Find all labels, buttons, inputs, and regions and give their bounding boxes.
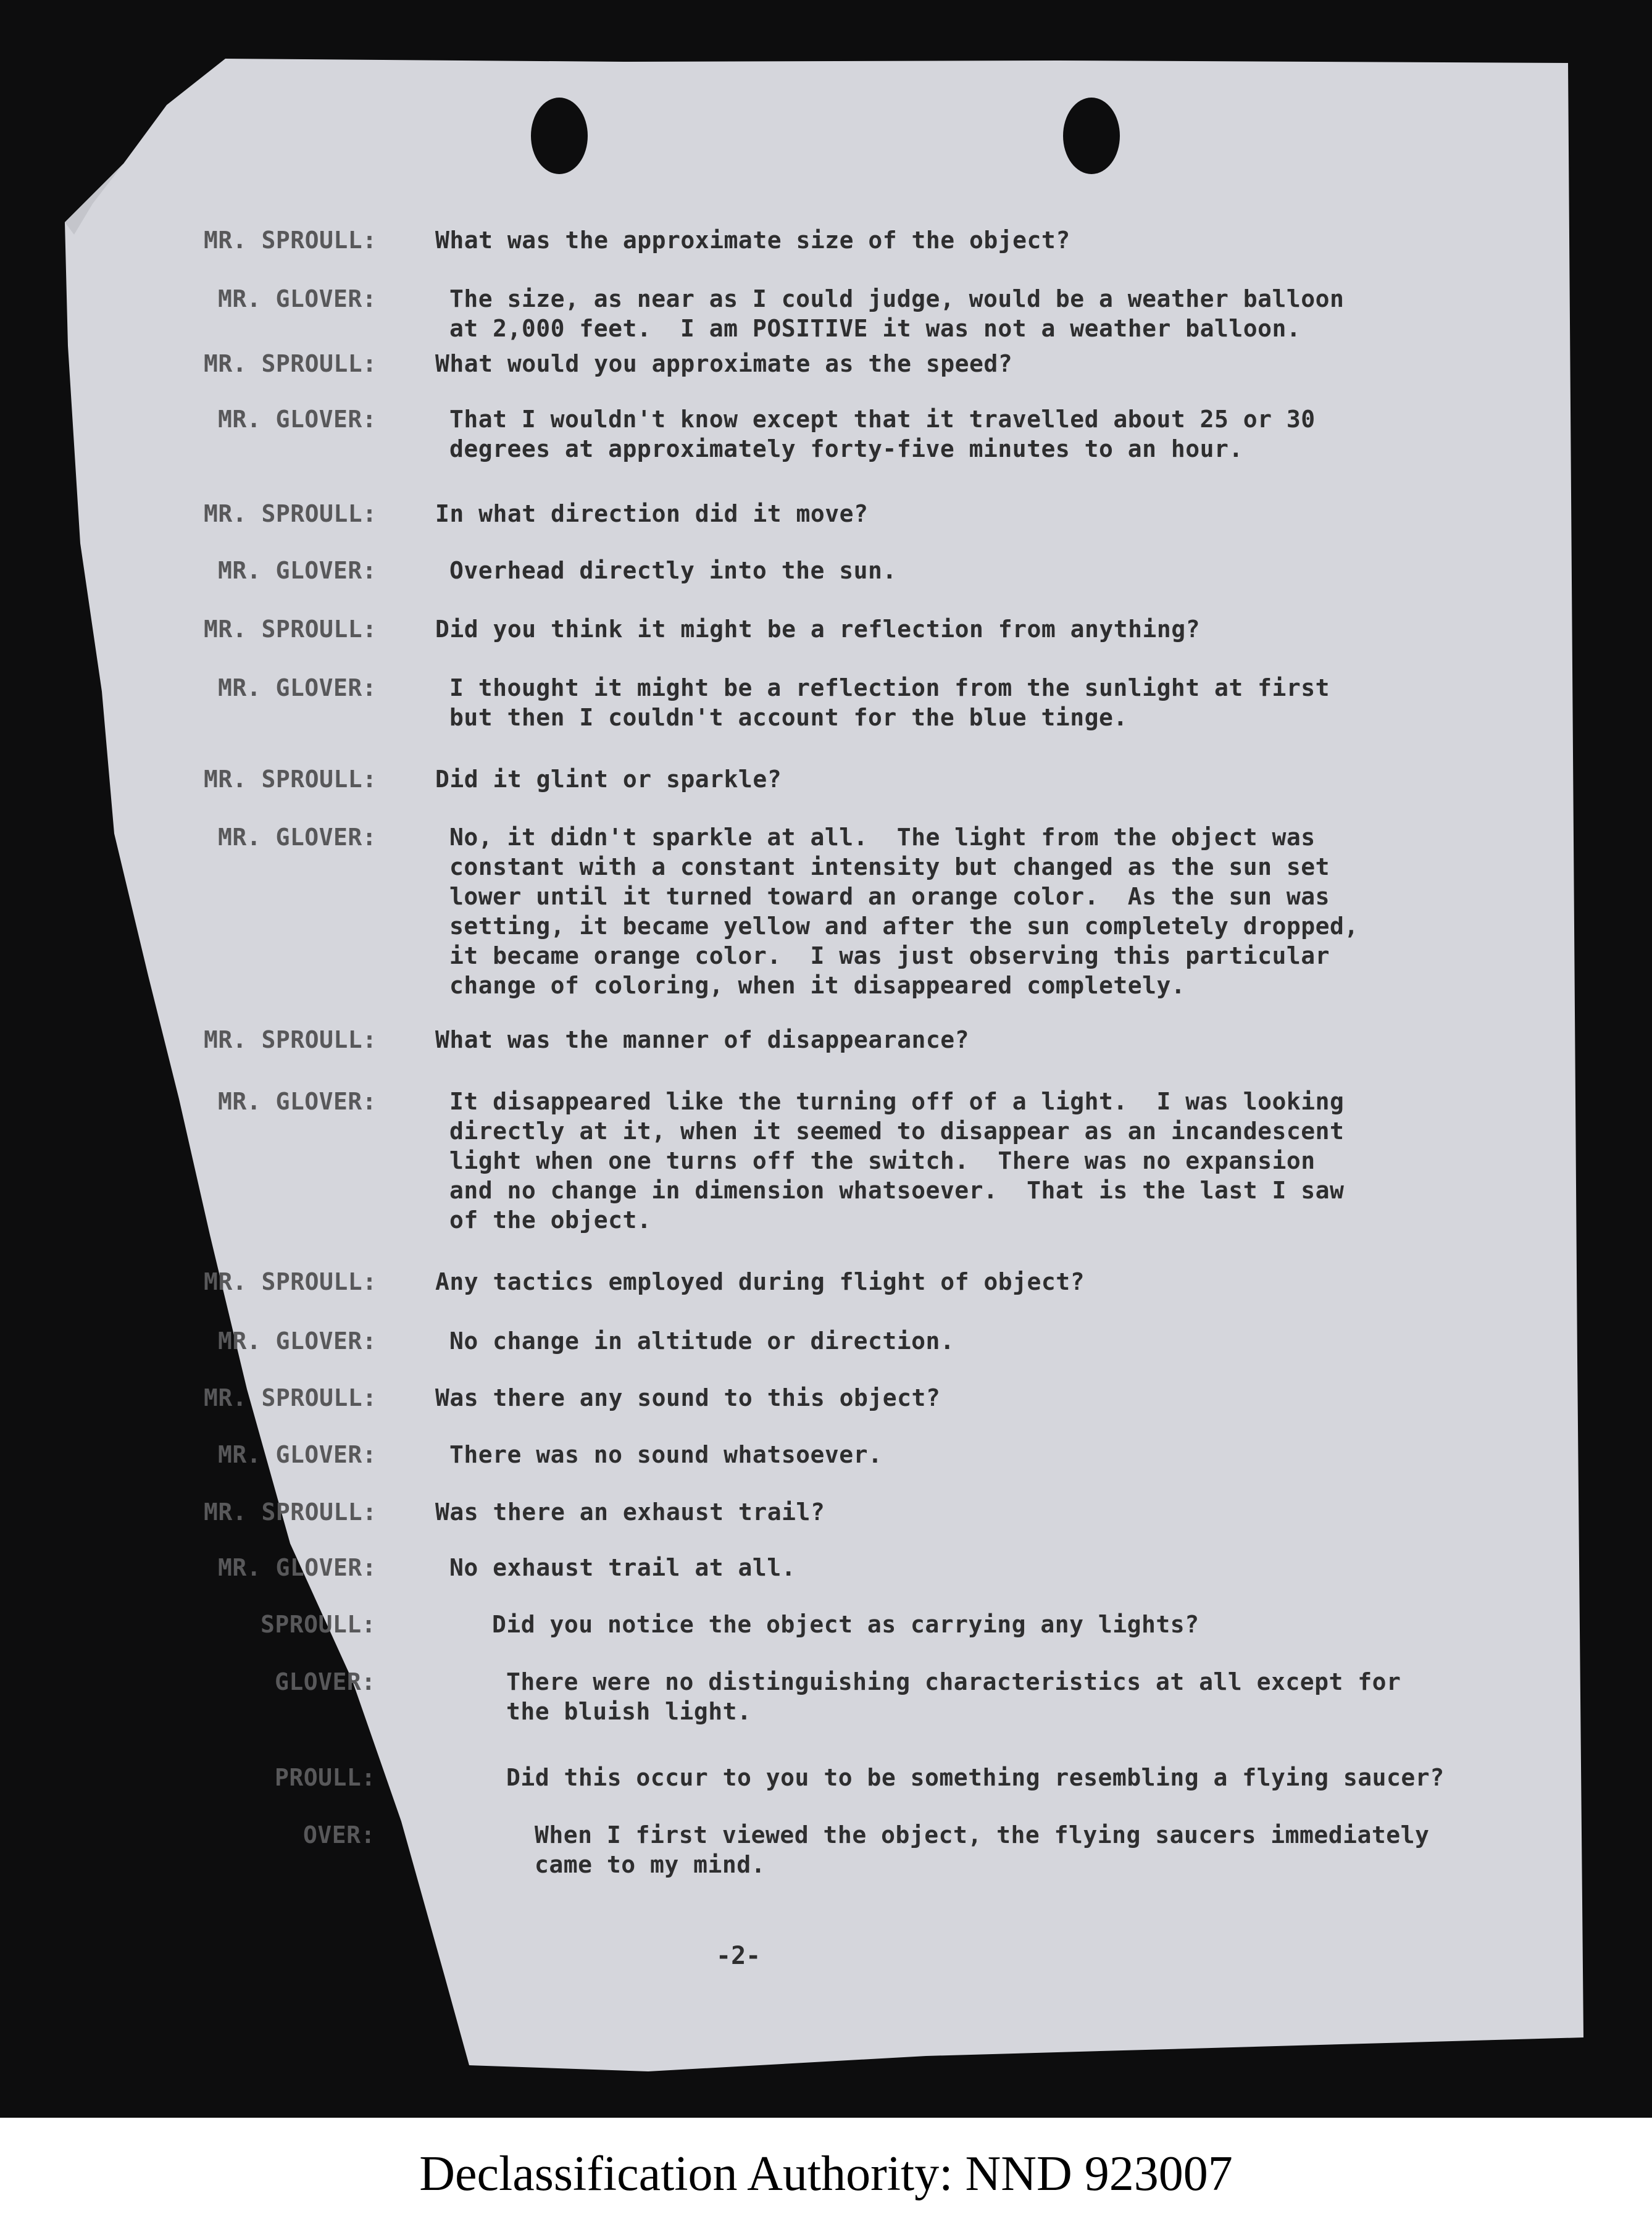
transcript-entry: [204, 1383, 1488, 1413]
binder-hole-right: [1063, 98, 1120, 174]
transcript-entry: [204, 614, 1488, 644]
speaker-label: MR. GLOVER:: [218, 1441, 377, 1468]
speaker-label: MR. SPROULL:: [204, 1384, 377, 1411]
utterance-text: No, it didn't sparkle at all. The light from the object was constant with a constant intensity but changed as the sun set lower until it turned toward an orange color. As the sun was setting, it became yellow and after the sun completely dropped, it became orange color. I was just observing this particular change of coloring, when it disappeared completely.: [449, 824, 1359, 999]
speaker-label: GLOVER:: [275, 1668, 376, 1695]
speaker-label: MR. GLOVER:: [218, 1088, 377, 1115]
utterance-text: What would you approximate as the speed?: [435, 350, 1013, 377]
speaker-label: MR. GLOVER:: [218, 406, 377, 433]
speaker-label: PROULL:: [275, 1764, 376, 1791]
speaker-label: MR. SPROULL:: [204, 1026, 377, 1053]
transcript-entry: [204, 1610, 1488, 1639]
utterance-text: No change in altitude or direction.: [449, 1327, 955, 1355]
transcript-entry: [204, 1440, 1488, 1469]
transcript-entry: [204, 284, 1488, 343]
transcript-entry: [204, 499, 1488, 529]
transcript-entry: [204, 1025, 1488, 1055]
utterance-text: Did it glint or sparkle?: [435, 766, 782, 793]
transcript-entry: [204, 1497, 1488, 1527]
speaker-label: MR. SPROULL:: [204, 766, 377, 793]
utterance-text: Was there an exhaust trail?: [435, 1498, 825, 1526]
speaker-label: MR. GLOVER:: [218, 674, 377, 701]
transcript-entry: [204, 349, 1488, 378]
speaker-label: MR. SPROULL:: [204, 227, 377, 254]
transcript-entry: [204, 764, 1488, 794]
utterance-text: Did you notice the object as carrying any lights?: [492, 1611, 1199, 1638]
transcript-entry: [204, 556, 1488, 585]
speaker-label: MR. GLOVER:: [218, 1327, 377, 1355]
utterance-text: Did this occur to you to be something resembling a flying saucer?: [506, 1764, 1445, 1791]
transcript-entry: [204, 673, 1488, 732]
utterance-text: The size, as near as I could judge, would be a weather balloon at 2,000 feet. I am POSITIVE it was not a weather balloon.: [449, 285, 1345, 342]
utterance-text: There was no sound whatsoever.: [449, 1441, 883, 1468]
transcript-entry: [204, 822, 1488, 1000]
transcript-entry: [204, 225, 1488, 255]
transcript-entry: [204, 1267, 1488, 1297]
transcript-entry: [204, 1326, 1488, 1356]
speaker-label: MR. SPROULL:: [204, 1268, 377, 1295]
page-number: -2-: [716, 1942, 761, 1970]
speaker-label: MR. SPROULL:: [204, 350, 377, 377]
utterance-text: In what direction did it move?: [435, 500, 869, 527]
declassification-caption: Declassification Authority: NND 923007: [419, 2147, 1233, 2201]
utterance-text: What was the approximate size of the object?: [435, 227, 1070, 254]
speaker-label: SPROULL:: [261, 1611, 377, 1638]
speaker-label: OVER:: [303, 1821, 375, 1849]
transcript-entry: [204, 1553, 1488, 1582]
utterance-text: What was the manner of disappearance?: [435, 1026, 969, 1053]
transcript-entry: [204, 1763, 1488, 1792]
transcript-entry: [204, 404, 1488, 464]
speaker-label: MR. GLOVER:: [218, 824, 377, 851]
utterance-text: It disappeared like the turning off of a light. I was looking directly at it, when it seemed to disappear as an incandescent light when one turns off the switch. There was no expansion and no change in dimension whatsoever. That is the last I saw of the object.: [449, 1088, 1345, 1234]
utterance-text: Did you think it might be a reflection from anything?: [435, 616, 1201, 643]
binder-hole-left: [531, 98, 588, 174]
transcript-entry: [204, 1667, 1488, 1726]
utterance-text: No exhaust trail at all.: [449, 1554, 796, 1581]
speaker-label: MR. SPROULL:: [204, 616, 377, 643]
speaker-label: MR. SPROULL:: [204, 500, 377, 527]
utterance-text: When I first viewed the object, the flying saucers immediately came to my mind.: [535, 1821, 1430, 1878]
utterance-text: Overhead directly into the sun.: [449, 557, 897, 584]
utterance-text: That I wouldn't know except that it travelled about 25 or 30 degrees at approximately forty-five minutes to an hour.: [449, 406, 1316, 462]
speaker-label: MR. GLOVER:: [218, 1554, 377, 1581]
speaker-label: MR. SPROULL:: [204, 1498, 377, 1526]
speaker-label: MR. GLOVER:: [218, 557, 377, 584]
utterance-text: Any tactics employed during flight of object?: [435, 1268, 1085, 1295]
utterance-text: Was there any sound to this object?: [435, 1384, 941, 1411]
transcript-entry: [204, 1087, 1488, 1235]
speaker-label: MR. GLOVER:: [218, 285, 377, 312]
utterance-text: There were no distinguishing characteristics at all except for the bluish light.: [506, 1668, 1401, 1725]
utterance-text: I thought it might be a reflection from the sunlight at first but then I couldn't account for the blue tinge.: [449, 674, 1330, 731]
transcript-entry: [204, 1820, 1488, 1879]
